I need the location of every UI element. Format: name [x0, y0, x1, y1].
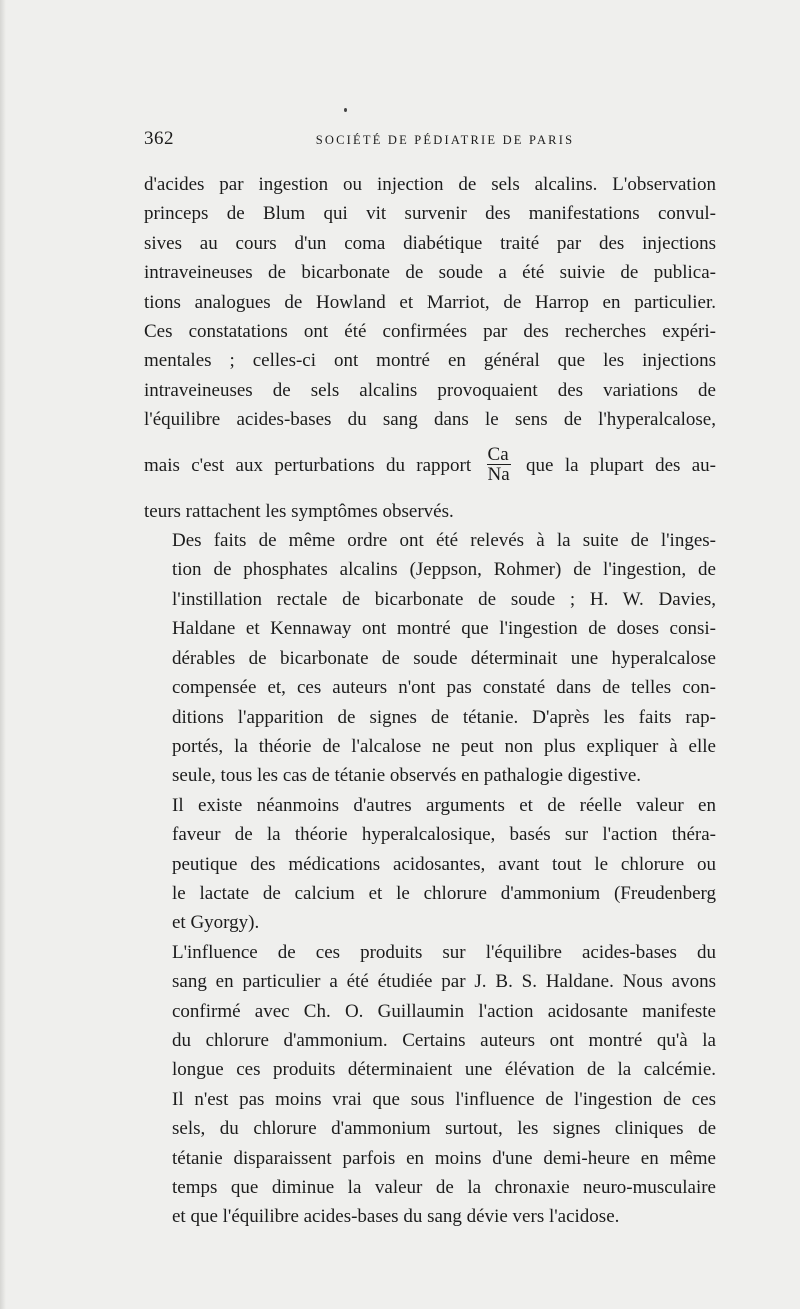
- text-line: l'instillation rectale de bicarbonate de soude ; H. W. Davies,: [172, 588, 716, 610]
- text-line: tion de phosphates alcalins (Jeppson, Rohmer) de l'ingestion, de: [172, 559, 716, 581]
- text-line: intraveineuses de bicarbonate de soude a été suivie de publica-: [144, 262, 716, 284]
- body-text: [144, 170, 716, 1232]
- paragraph-2: [144, 526, 716, 791]
- text-line: princeps de Blum qui vit survenir des manifestations convul-: [144, 203, 716, 225]
- formula-text-after: que la plupart des au-: [526, 454, 717, 476]
- text-line: confirmé avec Ch. O. Guillaumin l'action acidosante manifeste: [172, 1000, 716, 1022]
- text-line: sang en particulier a été étudiée par J. B. S. Haldane. Nous avons: [172, 971, 716, 993]
- text-line: intraveineuses de sels alcalins provoquaient des variations de: [144, 379, 716, 401]
- text-line: longue ces produits déterminaient une élévation de la calcémie.: [172, 1059, 716, 1081]
- paragraph-4: [144, 938, 716, 1232]
- page-edge-shadow: [0, 0, 6, 1309]
- text-line: seule, tous les cas de tétanie observés en pathalogie digestive.: [172, 765, 642, 787]
- formula-line: [144, 435, 716, 497]
- text-line: sels, du chlorure d'ammonium surtout, les signes cliniques de: [172, 1118, 716, 1140]
- text-line: ditions l'apparition de signes de tétanie. D'après les faits rap-: [172, 706, 716, 728]
- ca-na-ratio: [487, 445, 511, 484]
- text-line: l'équilibre acides-bases du sang dans le sens de l'hyperalcalose,: [144, 409, 716, 431]
- text-line: sives au cours d'un coma diabétique traité par des injections: [144, 232, 716, 254]
- text-line: Il existe néanmoins d'autres arguments et de réelle valeur en: [172, 794, 716, 816]
- formula-text-before: mais c'est aux perturbations du rapport: [144, 454, 472, 476]
- paragraph-3: [144, 791, 716, 938]
- text-line: tions analogues de Howland et Marriot, de Harrop en particulier.: [144, 291, 716, 313]
- text-line: temps que diminue la valeur de la chronaxie neuro-musculaire: [172, 1177, 716, 1198]
- text-line: du chlorure d'ammonium. Certains auteurs ont montré qu'à la: [172, 1029, 716, 1051]
- text-line: Haldane et Kennaway ont montré que l'ingestion de doses consi-: [172, 618, 716, 640]
- text-line: mentales ; celles-ci ont montré en général que les injections: [144, 350, 716, 372]
- text-line: Ces constatations ont été confirmées par des recherches expéri-: [144, 321, 716, 343]
- paragraph-1: [144, 170, 716, 526]
- page-number: 362: [144, 128, 174, 149]
- text-line: L'influence de ces produits sur l'équilibre acides-bases du: [172, 941, 716, 963]
- text-line: dérables de bicarbonate de soude déterminait une hyperalcalose: [172, 647, 716, 669]
- ratio-denominator: Na: [487, 463, 510, 485]
- text-line: compensée et, ces auteurs n'ont pas constaté dans de telles con-: [172, 677, 716, 699]
- text-line: et Gyorgy).: [172, 912, 260, 934]
- text-line: tétanie disparaissent parfois en moins d'une demi-heure en même: [172, 1147, 716, 1169]
- text-line: d'acides par ingestion ou injection de sels alcalins. L'observation: [144, 174, 716, 195]
- text-line: teurs rattachent les symptômes observés.: [144, 500, 454, 522]
- page-header: [144, 128, 716, 154]
- text-line: Il n'est pas moins vrai que sous l'influence de l'ingestion de ces: [172, 1088, 716, 1110]
- text-line: faveur de la théorie hyperalcalosique, basés sur l'action théra-: [172, 824, 716, 846]
- text-line: peutique des médications acidosantes, avant tout le chlorure ou: [172, 853, 716, 875]
- text-line: portés, la théorie de l'alcalose ne peut non plus expliquer à elle: [172, 735, 716, 757]
- text-line: et que l'équilibre acides-bases du sang dévie vers l'acidose.: [172, 1206, 620, 1228]
- text-line: Des faits de même ordre ont été relevés à la suite de l'inges-: [172, 530, 716, 552]
- text-line: le lactate de calcium et le chlorure d'ammonium (Freudenberg: [172, 882, 716, 904]
- running-head: SOCIÉTÉ DE PÉDIATRIE DE PARIS: [315, 133, 575, 147]
- ratio-numerator: Ca: [487, 445, 511, 465]
- printing-speck: [344, 108, 347, 112]
